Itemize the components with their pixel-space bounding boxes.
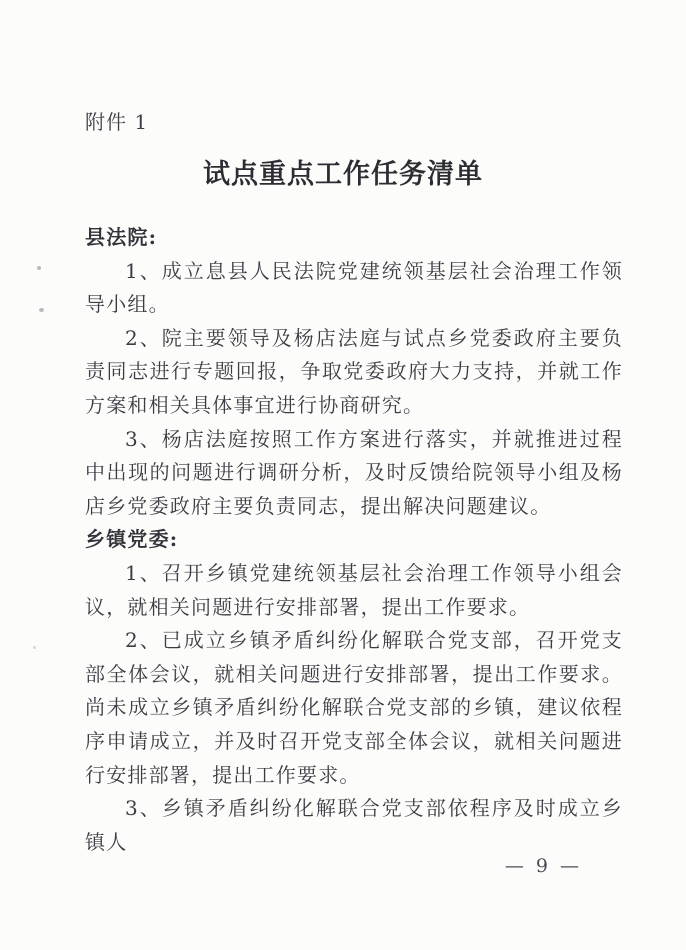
scan-speck [39, 308, 44, 312]
page-title: 试点重点工作任务清单 [203, 159, 483, 190]
attachment-label: 附件 1 [85, 110, 149, 134]
document-body [85, 221, 623, 859]
list-item: 3、乡镇矛盾纠纷化解联合党支部依程序及时成立乡镇人 [85, 796, 623, 854]
list-item: 1、召开乡镇党建统领基层社会治理工作领导小组会议，就相关问题进行安排部署，提出工作要求。 [85, 560, 623, 619]
list-item: 1、成立息县人民法院党建统领基层社会治理工作领导小组。 [85, 258, 623, 317]
section-heading-county-court: 县法院: [85, 225, 158, 249]
list-item: 3、杨店法庭按照工作方案进行落实，并就推进过程中出现的问题进行调研分析，及时反馈给院领导小组及杨店乡党委政府主要负责同志，提出解决问题建议。 [85, 426, 623, 518]
section-heading-township-committee: 乡镇党委: [85, 527, 179, 552]
scan-speck [37, 266, 41, 270]
page-number: — 9 — [504, 855, 582, 877]
list-item: 2、已成立乡镇矛盾纠纷化解联合党支部，召开党支部全体会议，就相关问题进行安排部署，提出工作要求。尚未成立乡镇矛盾纠纷化解联合党支部的乡镇，建议依程序申请成立，并及时召开党支部全体会议，就相关问题进行安排部署，提出工作要求。 [85, 628, 623, 787]
list-item: 2、院主要领导及杨店法庭与试点乡党委政府主要负责同志进行专题回报，争取党委政府大力支持，并就工作方案和相关具体事宜进行协商研究。 [85, 325, 623, 417]
scan-speck [33, 646, 36, 649]
